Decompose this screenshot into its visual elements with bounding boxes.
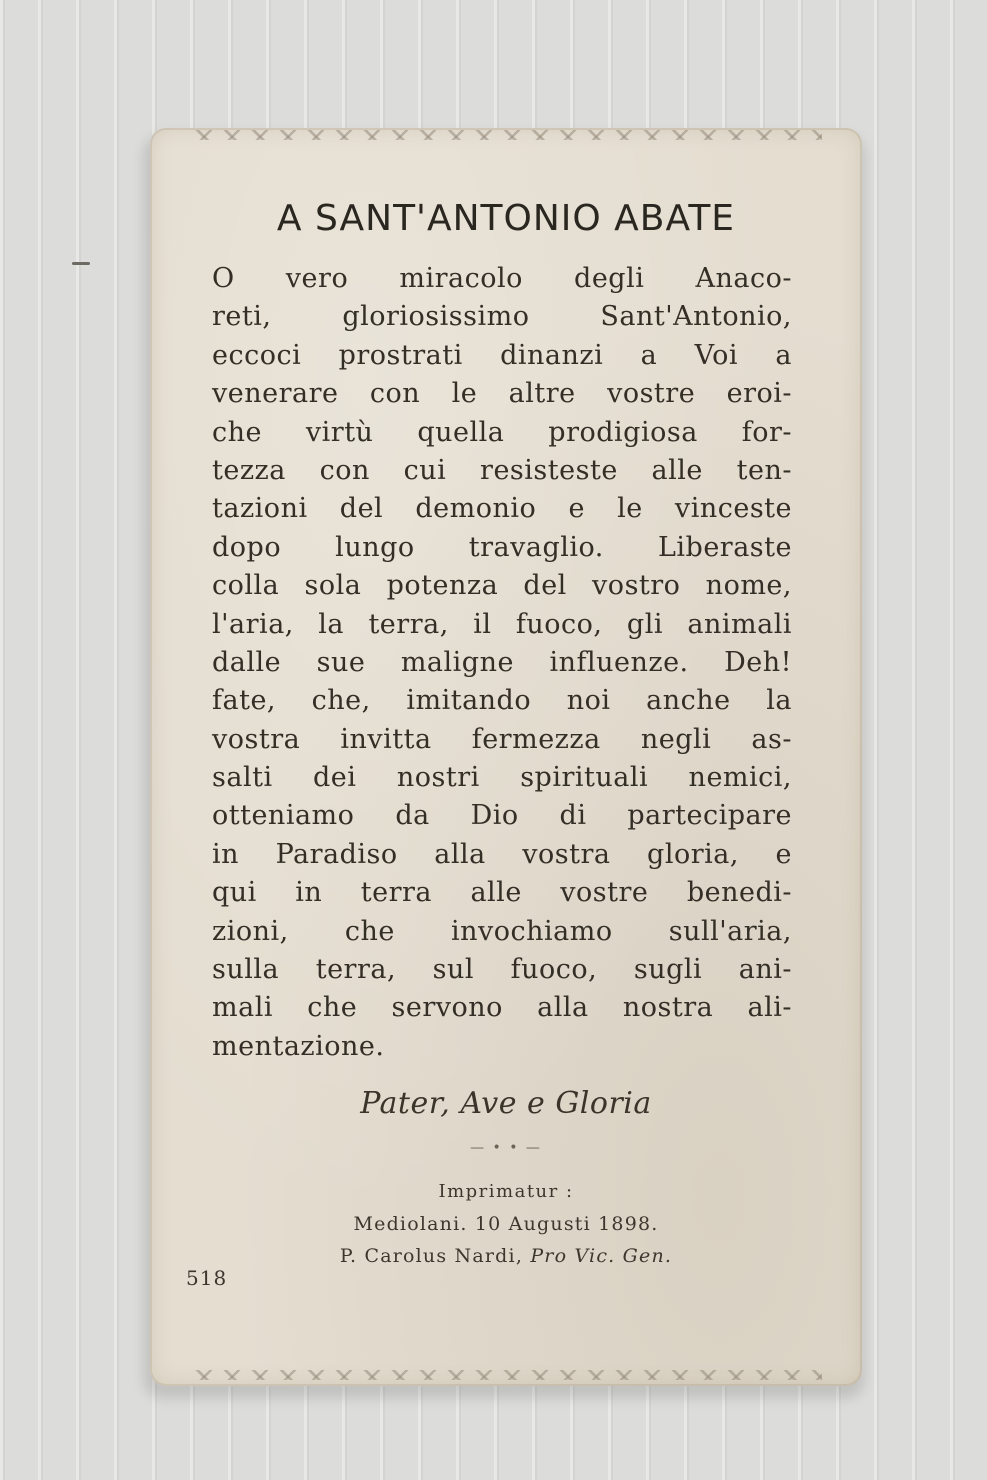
prayer-line: O vero miracolo degli Anaco- (212, 263, 792, 294)
scalloped-edge-bottom (190, 1370, 822, 1380)
prayer-line: fate, che, imitando noi anche la (212, 685, 792, 717)
prayer-line: colla sola potenza del vostro nome, (212, 570, 792, 602)
prayer-line: dalle sue maligne influenze. Deh! (212, 646, 792, 678)
prayer-line: tezza con cui resisteste alle ten- (212, 454, 792, 486)
imprimatur-signatory-name: P. Carolus Nardi, (339, 1245, 524, 1267)
prayer-line: mentazione. (212, 1030, 385, 1062)
imprimatur-signatory (150, 1240, 862, 1272)
scalloped-edge-top (190, 130, 822, 140)
prayer-line: in Paradiso alla vostra gloria, e (212, 838, 792, 870)
closing-invocation: Pater, Ave e Gloria (360, 1086, 652, 1121)
prayer-line: tazioni del demonio e le vinceste (212, 493, 792, 525)
prayer-line: zioni, che invochiamo sull'aria, (212, 915, 792, 947)
imprimatur-heading: Imprimatur : (438, 1181, 574, 1202)
prayer-line: venerare con le altre vostre eroi- (212, 378, 792, 410)
prayer-line: otteniamo da Dio di partecipare (212, 800, 792, 832)
holy-card (150, 128, 862, 1386)
stray-mark (72, 262, 90, 265)
prayer-line: mali che servono alla nostra ali- (212, 992, 792, 1024)
prayer-line: salti dei nostri spirituali nemici, (212, 762, 792, 794)
prayer-text (212, 260, 792, 1066)
imprimatur-block (150, 1176, 862, 1272)
prayer-line: vostra invitta fermezza negli as- (212, 723, 792, 755)
card-title: A SANT'ANTONIO ABATE (276, 198, 736, 239)
card-number: 518 (186, 1266, 228, 1290)
prayer-line: sulla terra, sul fuoco, sugli ani- (212, 954, 792, 986)
imprimatur-signatory-title: Pro Vic. Gen. (530, 1245, 673, 1267)
prayer-line: l'aria, la terra, il fuoco, gli animali (212, 608, 792, 640)
prayer-line: qui in terra alle vostre benedi- (212, 877, 792, 909)
prayer-line: che virtù quella prodigiosa for- (212, 416, 792, 448)
prayer-line: reti, gloriosissimo Sant'Antonio, (212, 301, 792, 333)
ornament-divider: — • • — (470, 1140, 542, 1156)
prayer-line: dopo lungo travaglio. Liberaste (212, 531, 792, 563)
prayer-line: eccoci prostrati dinanzi a Voi a (212, 339, 792, 371)
imprimatur-place-date: Mediolani. 10 Augusti 1898. (353, 1213, 659, 1235)
